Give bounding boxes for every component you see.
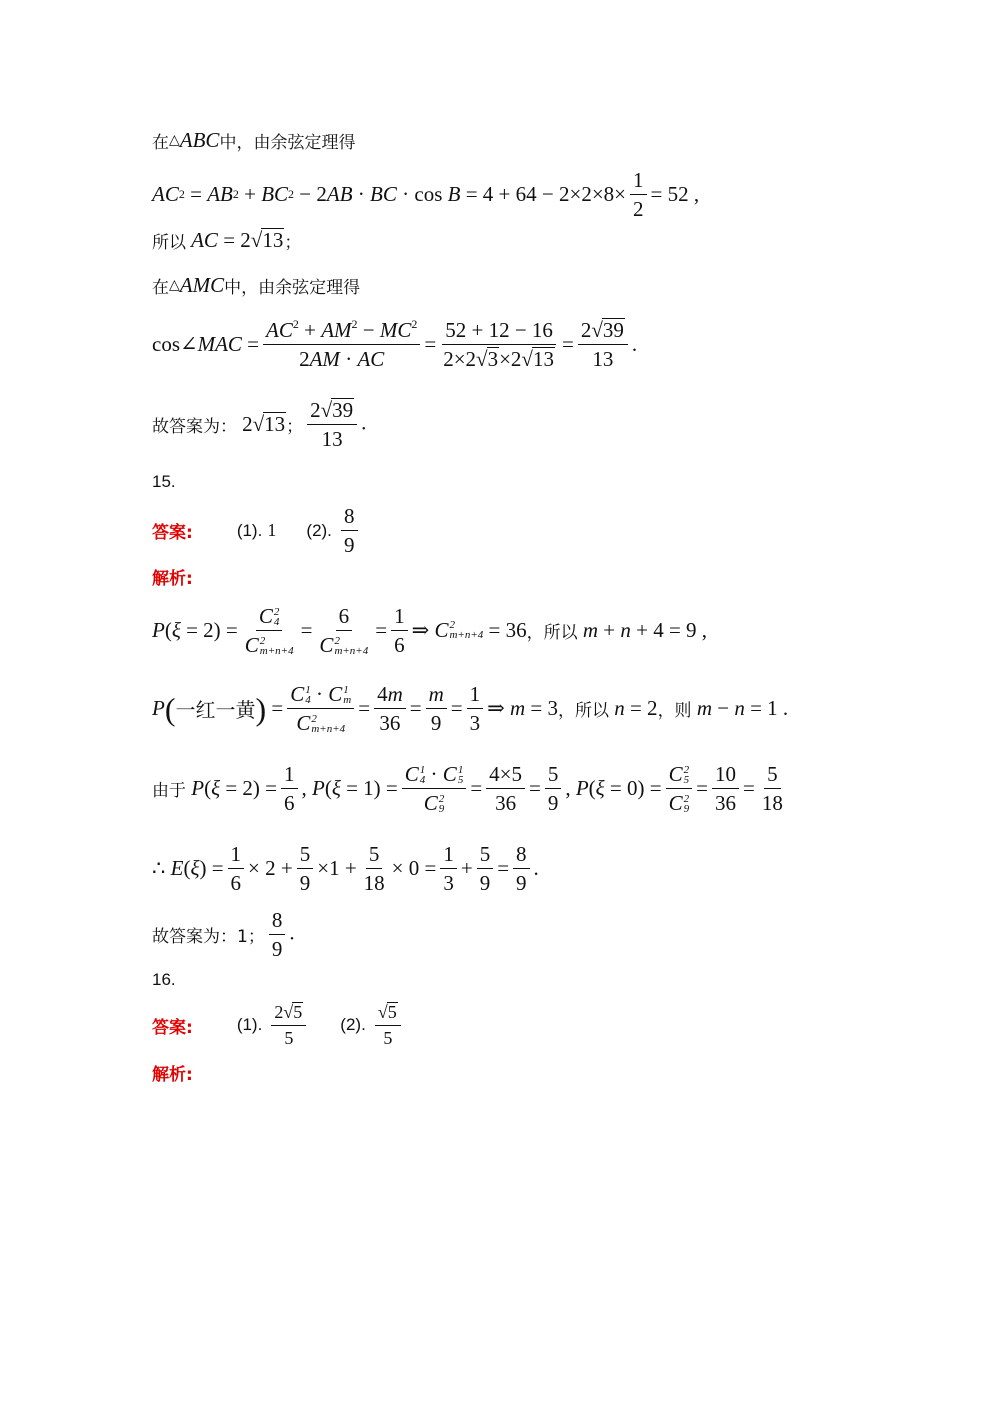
line-5: cos∠ MAC = $\frac{AC^2 + AM^2 - MC^2}{2AM \cdot AC}$ = $\frac{52 + 12 - 16}{2\times 2√3\times 2√13}$ = $\frac{2√39}{13}$ .: [152, 317, 638, 372]
q15-answer-line: 答案: (1). 1 (2). $\frac{8}{9}$: [152, 504, 362, 557]
question-15-number: 15.: [152, 472, 176, 491]
q15-answer-label: 答案:: [152, 523, 193, 544]
line-4: 在 △ AMC 中，由余弦定理得: [152, 273, 361, 298]
q15-analysis-label: 解析:: [152, 569, 193, 589]
q15-line-2: P ( 一红一黄 ) = C 1 4 · C 1 m C 2 m+n+4 = $\frac{4m}{36}$ = $\frac{m}{9}$ = $\frac{1}{3}$ ⇒ m = 3 ，所以 n = 2 ，则 m − n = 1 .: [152, 682, 789, 736]
line-2: AC 2 = AB 2 + BC 2 − 2 AB · BC · cos B = 4 + 64 − 2×2×8× $\frac{1}{2}$ = 52 ,: [152, 168, 700, 222]
q16-answer-label: 答案:: [152, 1017, 193, 1038]
line-1: 在 △ ABC 中，由余弦定理得: [152, 128, 356, 153]
question-16-number: 16.: [152, 970, 176, 989]
line-6: 故答案为： 2√13 ； $\frac{2√39}{13}$ .: [152, 398, 367, 452]
q15-line-5: 故答案为：1； $\frac{8}{9}$ .: [152, 908, 295, 962]
q15-line-1: P ( ξ = 2) = C 2 4 C 2 m+n+4 = 6 C 2 m+n+4 = $\frac{1}{6}$ ⇒ C 2 m+n+4 = 36 ，所以 m + n + 4 = 9 ,: [152, 604, 708, 658]
q16-analysis-label: 解析:: [152, 1065, 193, 1085]
q15-line-4: ∴ E ( ξ ) = $\frac{1}{6}$ × 2 + $\frac{5}{9}$ ×1 + $\frac{5}{18}$ × 0 = $\frac{1}{3}$ + $\frac{5}{9}$ = $\frac{8}{9}$ .: [152, 842, 539, 896]
q15-line-3: 由于 P ( ξ = 2) = $\frac{1}{6}$ , P ( ξ = 1) = C 1 4 · C 1 5 C 2 9 = $\frac{4\times 5}{36}$ = $\frac{5}{9}$ , P ( ξ = 0) = C 2 5 C 2 9 = $\frac{10}{36}$ = $\frac{5}{18}$: [152, 762, 783, 816]
line-3: 所以 AC = 2√13 ；: [152, 228, 302, 253]
q16-answer-line: 答案: (1). $\frac{2√5}{5}$ (2). $\frac{√5}{5}$: [152, 1002, 405, 1048]
